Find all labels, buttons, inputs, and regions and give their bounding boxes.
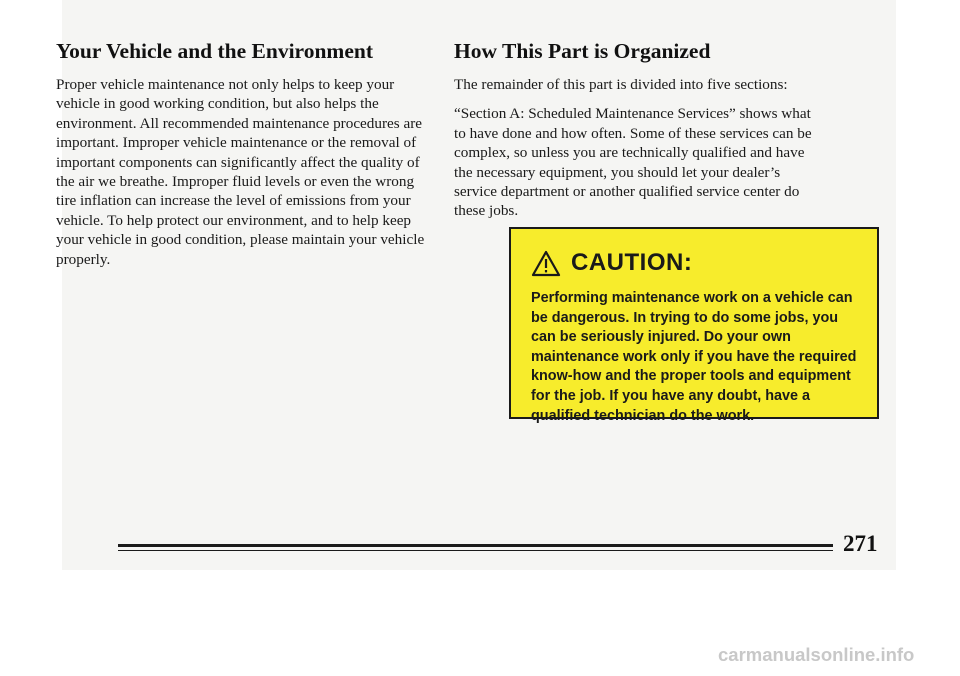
organization-heading: How This Part is Organized	[454, 39, 711, 63]
footer-divider	[118, 544, 833, 552]
caution-box	[509, 227, 879, 424]
watermark: carmanualsonline.info	[718, 644, 915, 665]
footer-rule-thin	[118, 550, 833, 551]
environment-paragraph: Proper vehicle maintenance not only helps to keep your vehicle in good working condition, but also helps the environment. All recommended maintenance procedures are important. Improper vehicle maintenance or the removal of important components can significantly affect the quality of the air we breathe. Improper fluid levels or even the wrong tire inflation can increase the level of emissions from your vehicle. To help protect our environment, and to help keep your vehicle in good condition, please maintain your vehicle properly.	[56, 76, 425, 268]
footer-rule-thick	[118, 544, 833, 547]
caution-header	[531, 249, 859, 277]
environment-section	[56, 38, 434, 279]
organization-intro: The remainder of this part is divided into five sections:	[454, 76, 788, 93]
organization-section	[454, 38, 824, 231]
warning-triangle-icon	[531, 250, 561, 277]
section-a-paragraph: “Section A: Scheduled Maintenance Services” shows what to have done and how often. Some of these services can be complex, so unless you are technically qualified and have the necessary equipment, you should let your dealer’s service department or another qualified service center do these jobs.	[454, 105, 812, 220]
caution-text: Performing maintenance work on a vehicle can be dangerous. In trying to do some jobs, you can be seriously injured. Do your own maintenance work only if you have the required know-how and the proper tools and equipment for the job. If you have any doubt, have a qualified technician do the work.	[531, 290, 857, 424]
caution-title: CAUTION:	[571, 249, 693, 276]
page-number: 271	[843, 531, 878, 556]
environment-heading: Your Vehicle and the Environment	[56, 39, 373, 63]
